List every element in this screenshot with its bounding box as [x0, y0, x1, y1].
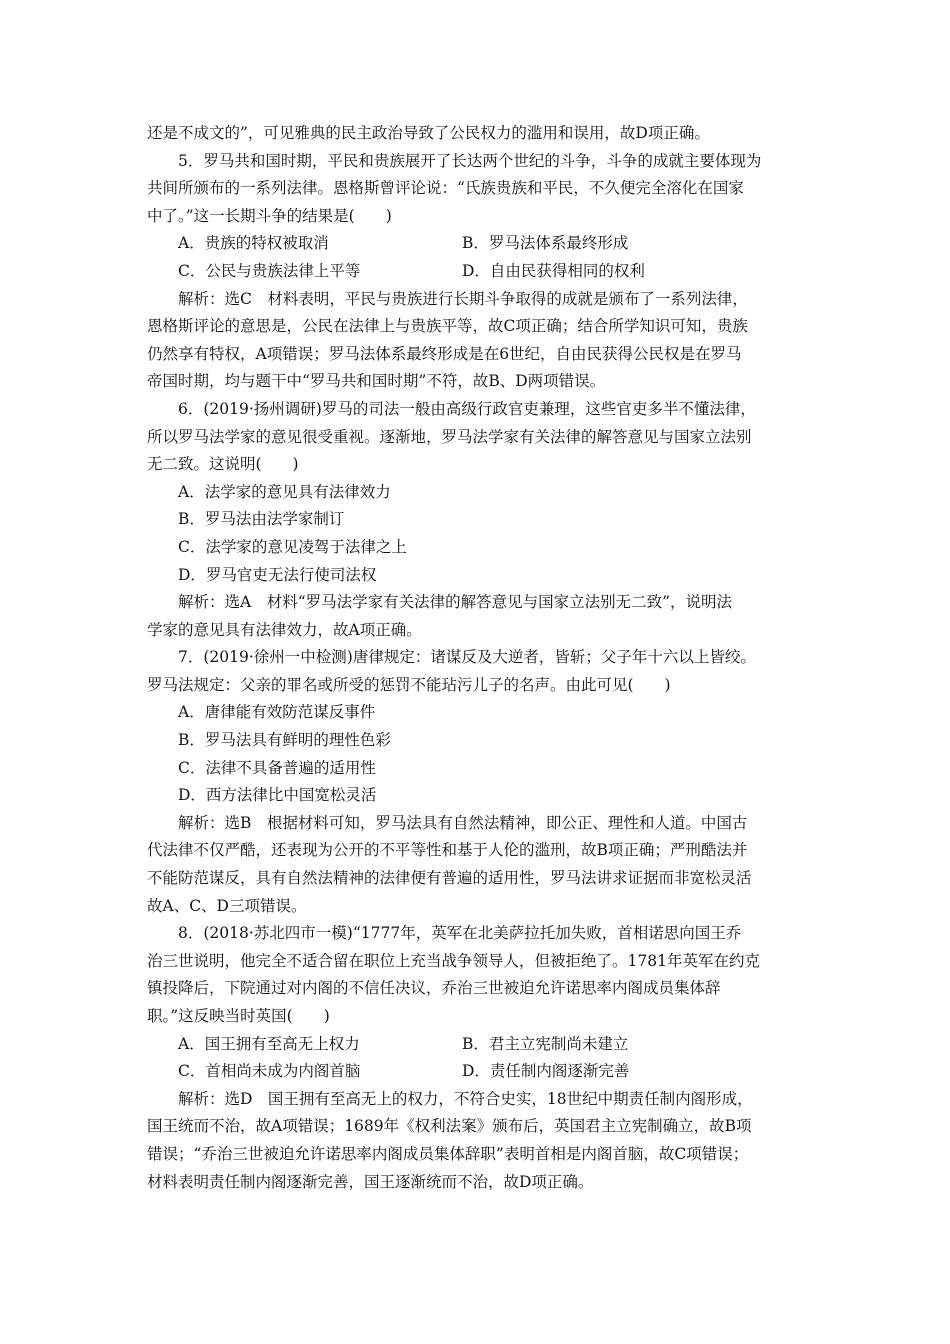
option-d: D．自由民获得相同的权利 — [462, 261, 645, 280]
option-b: B．罗马法具有鲜明的理性色彩 — [178, 731, 391, 750]
question-7 — [147, 644, 805, 920]
answer-analysis: 解析：选C 材料表明，平民与贵族进行长期斗争取得的成就是颁布了一系列法律， — [178, 289, 748, 308]
question-8 — [147, 920, 805, 1196]
option-b: B．君主立宪制尚未建立 — [462, 1034, 629, 1053]
option-a: A．法学家的意见具有法律效力 — [178, 482, 391, 501]
option-row — [147, 1031, 805, 1059]
option-d: D．罗马官吏无法行使司法权 — [178, 565, 377, 584]
question-stem: 罗马法规定：父亲的罪名或所受的惩罚不能玷污儿子的名声。由此可见( ) — [147, 675, 671, 694]
answer-analysis: 解析：选A 材料“罗马法学家有关法律的解答意见与国家立法别无二致”，说明法 — [178, 593, 733, 612]
option-row — [147, 1058, 805, 1086]
option-b: B．罗马法由法学家制订 — [178, 510, 345, 529]
question-stem: 镇投降后，下院通过对内阁的不信任决议，乔治三世被迫允许诺思率内阁成员集体辞 — [147, 979, 721, 998]
option-c: C．法律不具备普遍的适用性 — [178, 758, 376, 777]
option-d: D．责任制内阁逐渐完善 — [462, 1062, 630, 1081]
option-row — [147, 258, 805, 286]
answer-analysis: 恩格斯评论的意思是，公民在法律上与贵族平等，故C项正确；结合所学知识可知，贵族 — [147, 317, 748, 336]
question-5 — [147, 148, 805, 396]
answer-analysis: 故A、C、D三项错误。 — [147, 896, 307, 915]
question-stem: 职。”这反映当时英国( ) — [147, 1007, 330, 1025]
question-stem: 中了。”这一长期斗争的结果是( ) — [147, 206, 392, 225]
answer-analysis: 解析：选B 根据材料可知，罗马法具有自然法精神，即公正、理性和人道。中国古 — [178, 813, 748, 832]
answer-analysis: 材料表明责任制内阁逐渐完善，国王逐渐统而不治，故D项正确。 — [147, 1172, 594, 1191]
answer-analysis: 错误；“乔治三世被迫允许诺思率内阁成员集体辞职”表明首相是内阁首脑，故C项错误； — [147, 1144, 749, 1163]
question-6 — [147, 396, 805, 644]
option-b: B．罗马法体系最终形成 — [462, 234, 629, 253]
question-stem: 7．(2019·徐州一中检测)唐律规定：诸谋反及大逆者，皆斩；父子年十六以上皆绞。 — [178, 648, 756, 667]
question-stem: 8．(2018·苏北四市一模)“1777年，英军在北美萨拉托加失败，首相诺思向国王乔 — [178, 924, 742, 943]
answer-analysis: 解析：选D 国王拥有至高无上的权力，不符合史实，18世纪中期责任制内阁形成， — [178, 1089, 753, 1108]
option-c: C．法学家的意见凌驾于法律之上 — [178, 537, 407, 556]
answer-analysis: 不能防范谋反，具有自然法精神的法律便有普遍的适用性，罗马法讲求证据而非宽松灵活 — [147, 869, 752, 888]
question-stem: 共间所颁布的一系列法律。恩格斯曾评论说：“氏族贵族和平民，不久便完全溶化在国家 — [147, 179, 744, 198]
answer-analysis: 帝国时期，均与题干中“罗马共和国时期”不符，故B、D两项错误。 — [147, 372, 606, 391]
question-stem: 6．(2019·扬州调研)罗马的司法一般由高级行政官吏兼理，这些官吏多半不懂法律， — [178, 399, 756, 418]
option-c: C．公民与贵族法律上平等 — [178, 261, 361, 280]
option-row — [147, 230, 805, 258]
answer-analysis: 仍然享有特权，A项错误；罗马法体系最终形成是在6世纪，自由民获得公民权是在罗马 — [147, 344, 742, 363]
question-stem: 无二致。这说明( ) — [147, 455, 299, 474]
question-stem: 治三世说明，他完全不适合留在职位上充当战争领导人，但被拒绝了。1781年英军在约克 — [147, 951, 760, 970]
text-line: 还是不成文的”，可见雅典的民主政治导致了公民权力的滥用和误用，故D项正确。 — [147, 124, 710, 142]
answer-analysis: 国王统而不治，故A项错误；1689年《权利法案》颁布后，英国君主立宪制确立，故B项 — [147, 1117, 752, 1136]
option-a: A．贵族的特权被取消 — [178, 234, 329, 253]
option-a: A．唐律能有效防范谋反事件 — [178, 703, 376, 722]
question-stem: 所以罗马法学家的意见很受重视。逐渐地，罗马法学家有关法律的解答意见与国家立法别 — [147, 427, 752, 446]
option-a: A．国王拥有至高无上权力 — [178, 1034, 360, 1053]
question-stem: 5．罗马共和国时期，平民和贵族展开了长达两个世纪的斗争，斗争的成就主要体现为 — [178, 151, 762, 170]
document-body — [147, 120, 805, 1196]
option-c: C．首相尚未成为内阁首脑 — [178, 1062, 361, 1081]
option-d: D．西方法律比中国宽松灵活 — [178, 786, 377, 805]
answer-analysis: 学家的意见具有法律效力，故A项正确。 — [147, 620, 422, 639]
answer-analysis: 代法律不仅严酷，还表现为公开的不平等性和基于人伦的滥刑，故B项正确；严刑酷法并 — [147, 841, 748, 860]
